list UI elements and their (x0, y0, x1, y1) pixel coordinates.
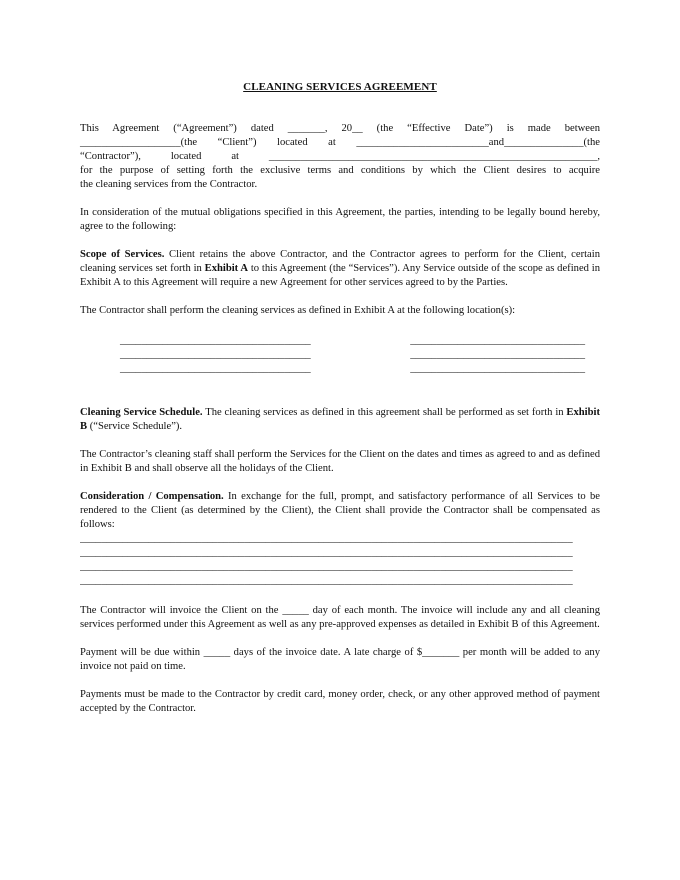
scope-text-a: Client retains the above Contractor, and the Contractor agrees to perform for the Client, certain cleaning services set forth in (80, 249, 600, 274)
compensation-blank-line: _____________________________________________________________________________________________ (80, 547, 573, 558)
intro-line: This Agreement (“Agreement”) dated _______, 20__ (the “Effective Date”) is made between (80, 123, 600, 134)
scope-heading: Scope of Services. (80, 249, 165, 260)
location-column-left (120, 334, 311, 376)
intro-line: ___________________(the “Client”) located at _________________________and_______________(the (80, 137, 600, 148)
payment-due-paragraph: Payment will be due within _____ days of the invoice date. A late charge of $_______ per month will be added to any invoice not paid on time. (80, 647, 600, 672)
compensation-heading: Consideration / Compensation. (80, 491, 224, 502)
compensation-blanks (80, 532, 600, 588)
scope-exhibit-ref: Exhibit A (204, 263, 249, 274)
schedule-text-a: The cleaning services as defined in this agreement shall be performed as set forth in (202, 407, 567, 418)
location-blank-line: _________________________________ (410, 335, 585, 346)
compensation-text: In exchange for the full, prompt, and satisfactory performance of all Services to be rendered to the Client (as determined by the Client), the Client shall provide the Contractor shall be compensated as follows: (80, 491, 600, 530)
locations-paragraph: The Contractor shall perform the cleaning services as defined in Exhibit A at the following location(s): (80, 305, 516, 316)
scope-text-b: to this Agreement (the “Services”). Any Service outside of the scope as defined in Exhibit A to this Agreement will require a new Agreement for other services agreed to by the Parties. (80, 263, 600, 288)
schedule-heading: Cleaning Service Schedule. (80, 407, 203, 418)
payment-method-paragraph: Payments must be made to the Contractor by credit card, money order, check, or any other approved method of payment accepted by the Contractor. (80, 689, 600, 714)
document-title: CLEANING SERVICES AGREEMENT (243, 81, 437, 93)
consideration-intro-paragraph: In consideration of the mutual obligations specified in this Agreement, the parties, intending to be legally bound hereby, agree to the following: (80, 207, 600, 232)
intro-paragraph (80, 122, 600, 192)
compensation-paragraph (80, 490, 600, 532)
intro-line: for the purpose of setting forth the exclusive terms and conditions by which the Client desires to acquire (80, 165, 600, 176)
scope-paragraph (80, 248, 600, 290)
schedule-text-b: (“Service Schedule”). (87, 421, 183, 432)
compensation-blank-line: _____________________________________________________________________________________________ (80, 533, 573, 544)
schedule-paragraph (80, 406, 600, 434)
location-blank-line: ____________________________________ (120, 349, 311, 360)
location-blank-line: ____________________________________ (120, 335, 311, 346)
invoice-paragraph: The Contractor will invoice the Client on the _____ day of each month. The invoice will include any and all cleaning services performed under this Agreement as well as any pre-approved expenses as detailed in Exhibit B of this Agreement. (80, 605, 600, 630)
staff-paragraph: The Contractor’s cleaning staff shall perform the Services for the Client on the dates and times as agreed to and as defined in Exhibit B and shall observe all the holidays of the Client. (80, 449, 600, 474)
location-blank-line: _________________________________ (410, 349, 585, 360)
location-column-right (410, 334, 585, 376)
compensation-blank-line: _____________________________________________________________________________________________ (80, 561, 573, 572)
intro-line: the cleaning services from the Contractor. (80, 179, 258, 190)
location-blank-line: ____________________________________ (120, 363, 311, 374)
location-blank-line: _________________________________ (410, 363, 585, 374)
compensation-blank-line: _____________________________________________________________________________________________ (80, 575, 573, 586)
document-body (80, 80, 600, 730)
location-blanks (80, 334, 600, 376)
schedule-exhibit-ref: Exhibit B (80, 407, 600, 432)
intro-line: “Contractor”), located at ______________________________________________________________, (80, 151, 600, 162)
